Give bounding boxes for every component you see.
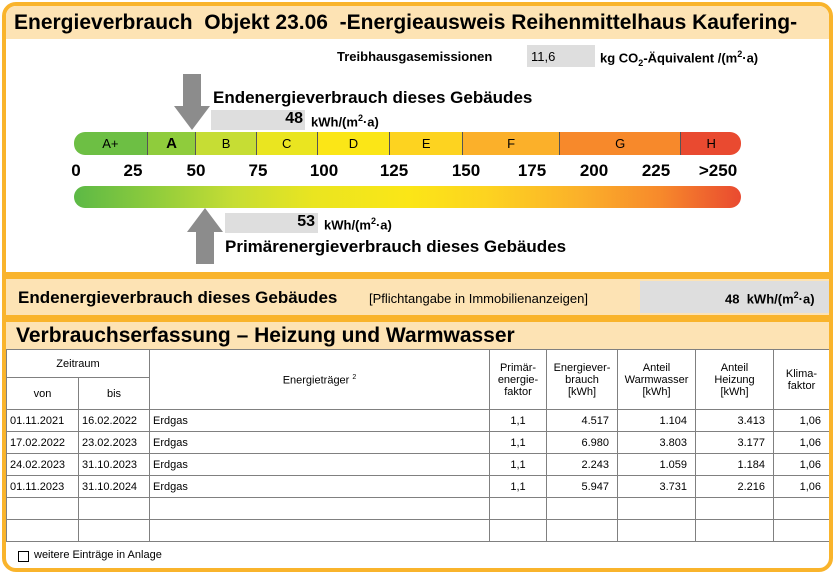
energy-class-segment <box>317 132 390 155</box>
header-bis: bis <box>79 378 150 410</box>
table-cell-empty <box>150 498 490 520</box>
table-row-empty <box>7 520 830 542</box>
consumption-rows <box>7 410 830 542</box>
end-energy-arrow-icon <box>174 74 210 130</box>
table-cell-empty <box>7 498 79 520</box>
energy-class-segment <box>256 132 317 155</box>
table-cell-klima: 1,06 <box>774 476 830 498</box>
table-cell-bis: 31.10.2024 <box>79 476 150 498</box>
energy-class-segment <box>559 132 680 155</box>
scale-tick-label: 50 <box>186 161 206 180</box>
table-cell-traeger: Erdgas <box>150 476 490 498</box>
table-cell-traeger: Erdgas <box>150 432 490 454</box>
energy-class-label: D <box>348 136 359 151</box>
header-klimafaktor: Klima- faktor <box>774 350 830 410</box>
end-energy-unit: kWh/$(m^2\cdot a)$ <box>311 113 379 130</box>
table-cell-bis: 16.02.2022 <box>79 410 150 432</box>
table-cell-traeger: Erdgas <box>150 454 490 476</box>
table-cell-verbrauch: 5.947 <box>547 476 618 498</box>
table-cell-empty <box>547 498 618 520</box>
table-cell-verbrauch: 2.243 <box>547 454 618 476</box>
table-cell-faktor: 1,1 <box>490 476 547 498</box>
energy-class-label: F <box>507 136 516 151</box>
table-cell-empty <box>490 520 547 542</box>
header-energieverbrauch: Energiever- brauch [kWh] <box>547 350 618 410</box>
header-zeitraum: Zeitraum <box>7 350 150 378</box>
table-cell-heizung: 2.216 <box>696 476 774 498</box>
header-von: von <box>7 378 79 410</box>
section-separator <box>6 272 829 279</box>
end-energy-value: 48 <box>285 110 303 127</box>
energy-class-label: E <box>421 136 431 151</box>
summary-value: 48 kWh/$(m^2\cdot a)$ <box>725 290 815 307</box>
header-anteil-heizung: Anteil Heizung [kWh] <box>696 350 774 410</box>
table-cell-von: 01.11.2021 <box>7 410 79 432</box>
primary-energy-unit: kWh/$(m^2\cdot a)$ <box>324 216 392 233</box>
page-title: Energieverbrauch Objekt 23.06 -Energieausweis Reihenmittelhaus Kaufering- <box>14 11 798 34</box>
table-cell-faktor: 1,1 <box>490 410 547 432</box>
table-cell-empty <box>696 498 774 520</box>
energy-certificate-frame <box>2 2 833 572</box>
table-cell-bis: 23.02.2023 <box>79 432 150 454</box>
scale-tick-label: 25 <box>123 161 143 180</box>
table-cell-empty <box>547 520 618 542</box>
scale-tick-label: 100 <box>309 161 339 180</box>
consumption-table <box>6 349 830 542</box>
scale-tick-label: 150 <box>451 161 481 180</box>
weitere-eintraege-label: weitere Einträge in Anlage <box>34 549 162 561</box>
table-cell-klima: 1,06 <box>774 454 830 476</box>
table-cell-traeger: Erdgas <box>150 410 490 432</box>
table-cell-bis: 31.10.2023 <box>79 454 150 476</box>
energy-class-label: G <box>615 136 626 151</box>
table-row-empty <box>7 498 830 520</box>
consumption-title: Verbrauchserfassung – Heizung und Warmwasser <box>16 324 515 347</box>
table-cell-verbrauch: 4.517 <box>547 410 618 432</box>
table-cell-empty <box>618 498 696 520</box>
energy-class-segment <box>147 132 196 155</box>
scale-tick-label: 200 <box>579 161 609 180</box>
energy-gradient-bar <box>74 186 741 208</box>
energy-class-label: A+ <box>102 136 119 151</box>
emissions-value: 11,6 <box>531 49 556 64</box>
table-cell-klima: 1,06 <box>774 432 830 454</box>
table-cell-empty <box>696 520 774 542</box>
table-cell-von: 24.02.2023 <box>7 454 79 476</box>
weitere-eintraege-checkbox[interactable] <box>18 551 29 562</box>
scale-tick-label: 125 <box>379 161 409 180</box>
table-row <box>7 432 830 454</box>
table-cell-klima: 1,06 <box>774 410 830 432</box>
summary-note: [Pflichtangabe in Immobilienanzeigen] <box>369 291 588 306</box>
table-cell-warmwasser: 1.104 <box>618 410 696 432</box>
table-cell-warmwasser: 1.059 <box>618 454 696 476</box>
scale-tick-label: 0 <box>71 161 81 180</box>
emissions-unit: kg $CO_2$-Äquivalent $/(m^2\cdot a)$ <box>600 49 759 68</box>
emissions-label: Treibhausgasemissionen <box>337 49 493 64</box>
scale-tick-labels <box>6 161 829 181</box>
table-cell-verbrauch: 6.980 <box>547 432 618 454</box>
table-cell-empty <box>490 498 547 520</box>
table-cell-von: 17.02.2022 <box>7 432 79 454</box>
energy-class-label: H <box>706 136 716 151</box>
energy-class-bar <box>74 132 741 155</box>
header-primaerenergiefaktor: Primär- energie- faktor <box>490 350 547 410</box>
header-energietraeger: Energieträger $^2$ <box>150 350 490 410</box>
table-cell-empty <box>774 498 830 520</box>
table-cell-faktor: 1,1 <box>490 432 547 454</box>
table-cell-empty <box>7 520 79 542</box>
primary-energy-value: 53 <box>297 213 315 230</box>
table-cell-empty <box>150 520 490 542</box>
scale-tick-label: >250 <box>698 161 738 180</box>
table-cell-von: 01.11.2023 <box>7 476 79 498</box>
table-row <box>7 410 830 432</box>
table-cell-empty <box>79 520 150 542</box>
energy-class-label: B <box>221 136 231 151</box>
energy-class-segment <box>74 132 147 155</box>
table-cell-warmwasser: 3.731 <box>618 476 696 498</box>
primary-energy-arrow-icon <box>187 208 223 264</box>
table-cell-heizung: 3.413 <box>696 410 774 432</box>
energy-class-segment <box>462 132 559 155</box>
table-cell-faktor: 1,1 <box>490 454 547 476</box>
energy-class-segment <box>680 132 741 155</box>
primary-energy-label: Primärenergieverbrauch dieses Gebäudes <box>225 237 567 256</box>
table-cell-heizung: 3.177 <box>696 432 774 454</box>
energy-class-label: C <box>282 136 292 151</box>
scale-tick-label: 75 <box>248 161 268 180</box>
table-cell-empty <box>774 520 830 542</box>
end-energy-label: Endenergieverbrauch dieses Gebäudes <box>213 88 533 107</box>
table-cell-empty <box>79 498 150 520</box>
energy-class-segment <box>195 132 256 155</box>
header-anteil-warmwasser: Anteil Warmwasser [kWh] <box>618 350 696 410</box>
section-separator-2 <box>6 315 829 322</box>
scale-tick-label: 175 <box>517 161 547 180</box>
summary-label: Endenergieverbrauch dieses Gebäudes <box>18 288 338 307</box>
table-row <box>7 454 830 476</box>
table-cell-warmwasser: 3.803 <box>618 432 696 454</box>
table-cell-heizung: 1.184 <box>696 454 774 476</box>
table-cell-empty <box>618 520 696 542</box>
scale-tick-label: 225 <box>641 161 671 180</box>
energy-class-segment <box>389 132 462 155</box>
table-row <box>7 476 830 498</box>
energy-class-label: A <box>166 135 177 152</box>
